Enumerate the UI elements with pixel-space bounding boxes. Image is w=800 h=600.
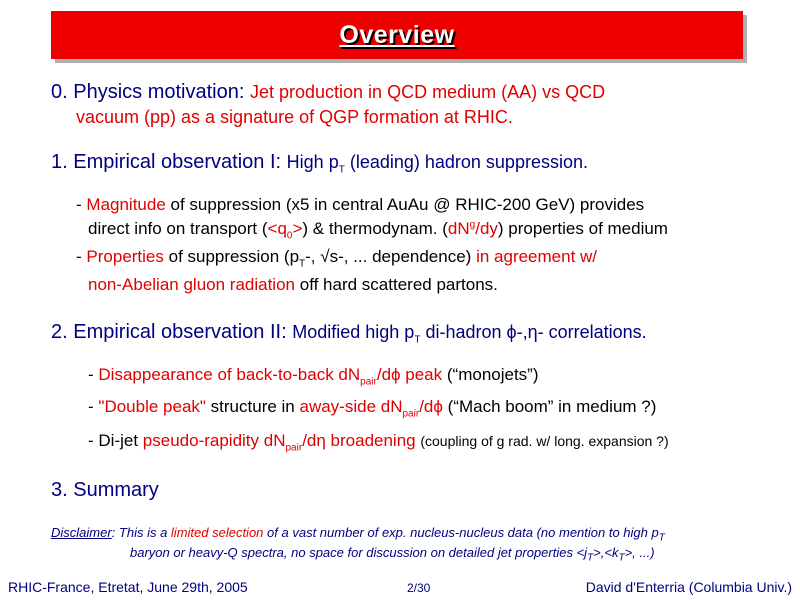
section-2-bullet-2: - "Double peak" structure in away-side $dN_{pair}/d\phi$ (“Mach boom” in medium ?): [88, 397, 657, 420]
section-1-bullet-1-line1: - Magnitude of suppression (x5 in central AuAu @ RHIC-200 GeV) provides: [76, 195, 645, 214]
section-2-label: 2. Empirical observation II:: [51, 321, 287, 343]
footer-author: David d'Enterria (Columbia Univ.): [585, 579, 792, 595]
section-2-bullet-1: - Disappearance of back-to-back $dN_{pair}/d\phi$ peak (“monojets”): [88, 365, 539, 388]
section-0-line2: vacuum (pp) as a signature of QGP formation at RHIC.: [76, 107, 513, 127]
footer-page-number: 2/30: [407, 581, 431, 595]
disclaimer-line1: Disclaimer: This is a limited selection of a vast number of exp. nucleus-nucleus data (no mention to high $p_T$: [51, 525, 665, 544]
section-1-text: High $p_T$ (leading) hadron suppression.: [286, 152, 588, 176]
section-1-bullet-1-line2: direct info on transport $(<q_0>)$ & thermodynam. $(dN^g/dy)$ properties of medium: [88, 219, 668, 242]
section-0-line1: [51, 81, 605, 104]
section-3-label: 3. Summary: [51, 479, 159, 501]
section-1-bullet-2-line2: non-Abelian gluon radiation off hard scattered partons.: [88, 275, 498, 294]
section-1-bullet-2-line1: - Properties of suppression ($p_T-$, √s-, ... dependence) in agreement w/: [76, 247, 598, 270]
section-2-bullet-3: - Di-jet pseudo-rapidity $dN_{pair}/d\eta$ broadening (coupling of g rad. w/ long. expansion ?): [88, 431, 669, 454]
slide-title: Overview: [339, 20, 455, 49]
section-1-line: [51, 151, 588, 174]
section-0-text1: Jet production in QCD medium (AA) vs QCD: [249, 82, 606, 102]
keyword-properties: Properties: [86, 247, 164, 266]
keyword-magnitude: Magnitude: [86, 195, 166, 214]
section-1-label: 1. Empirical observation I:: [51, 151, 282, 173]
title-bar: [51, 11, 743, 59]
section-2-text: Modified high $p_T$ di-hadron ϕ-,η- correlations.: [292, 322, 647, 346]
section-0-label: 0. Physics motivation:: [51, 81, 245, 103]
disclaimer-line2: baryon or heavy-Q spectra, no space for discussion on detailed jet properties $<j_T>,<k_T>$, ...): [130, 545, 655, 564]
section-2-line: [51, 321, 647, 344]
footer-event: RHIC-France, Etretat, June 29th, 2005: [8, 579, 248, 595]
disclaimer-label: Disclaimer: [51, 525, 112, 540]
